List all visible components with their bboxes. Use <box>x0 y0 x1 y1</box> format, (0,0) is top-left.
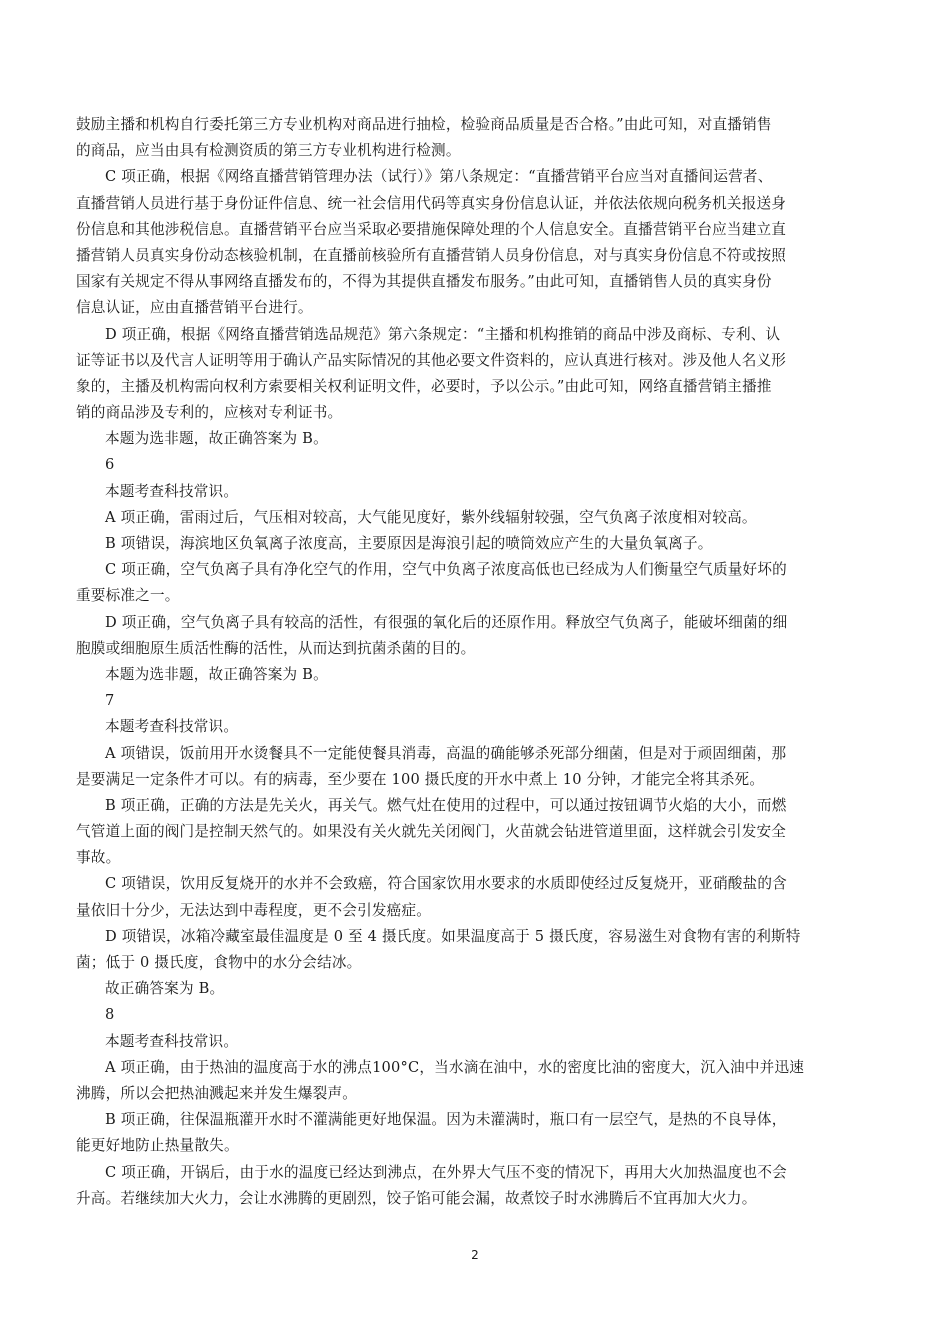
text-line: 份信息和其他涉税信息。直播营销平台应当采取必要措施保障处理的个人信息安全。直播营销平台应当建立直 <box>76 220 787 238</box>
text-line: 的商品，应当由具有检测资质的第三方专业机构进行检测。 <box>76 142 461 160</box>
text-line: 菌；低于 0 摄氏度，食物中的水分会结冰。 <box>76 954 362 971</box>
page-number: 2 <box>471 1248 479 1262</box>
text-line: A 项错误，饭前用开水烫餐具不一定能使餐具消毒，高温的确能够杀死部分细菌，但是对于顽固细菌，那 <box>105 744 787 762</box>
text-line: 信息认证，应由直播营销平台进行。 <box>76 299 313 317</box>
text-line: 本题考查科技常识。 <box>105 718 239 736</box>
text-line: 量依旧十分少，无法达到中毒程度，更不会引发癌症。 <box>76 901 432 919</box>
text-line: 鼓励主播和机构自行委托第三方专业机构对商品进行抽检，检验商品质量是否合格。”由此可知，对直播销售 <box>76 116 772 133</box>
text-line: A 项正确，雷雨过后，气压相对较高，大气能见度好，紫外线辐射较强，空气负离子浓度相对较高。 <box>105 508 757 526</box>
text-line: B 项正确，正确的方法是先关火，再关气。燃气灶在使用的过程中，可以通过按钮调节火焰的大小，而燃 <box>105 796 787 814</box>
text-line: 本题为选非题，故正确答案为 B。 <box>105 665 328 683</box>
text-line: 7 <box>105 692 115 710</box>
text-line: 播营销人员真实身份动态核验机制，在直播前核验所有直播营销人员身份信息，对与真实身份信息不符或按照 <box>76 246 787 264</box>
text-line: D 项正确，根据《网络直播营销选品规范》第六条规定：“主播和机构推销的商品中涉及商标、专利、认 <box>105 325 781 343</box>
text-line: 8 <box>105 1006 115 1024</box>
text-line: 本题考查科技常识。 <box>105 482 239 500</box>
text-line: C 项正确，空气负离子具有净化空气的作用，空气中负离子浓度高低也已经成为人们衡量空气质量好坏的 <box>105 561 787 579</box>
text-line: B 项正确，往保温瓶灌开水时不灌满能更好地保温。因为未灌满时，瓶口有一层空气，是热的不良导体， <box>105 1111 787 1129</box>
text-line: 销的商品涉及专利的，应核对专利证书。 <box>76 404 343 422</box>
text-line: 沸腾，所以会把热油溅起来并发生爆裂声。 <box>76 1084 358 1102</box>
text-line: D 项正确，空气负离子具有较高的活性，有很强的氧化后的还原作用。释放空气负离子，能破坏细菌的细 <box>105 613 788 631</box>
text-line: 本题考查科技常识。 <box>105 1032 239 1050</box>
text-line: 重要标准之一。 <box>76 587 180 605</box>
text-line: 国家有关规定不得从事网络直播发布的，不得为其提供直播发布服务。”由此可知，直播销售人员的真实身份 <box>76 273 772 291</box>
text-line: D 项错误，冰箱冷藏室最佳温度是 0 至 4 摄氏度。如果温度高于 5 摄氏度，容易滋生对食物有害的利斯特 <box>105 927 801 945</box>
text-line: 本题为选非题，故正确答案为 B。 <box>105 430 328 448</box>
text-line: C 项正确，开锅后，由于水的温度已经达到沸点，在外界大气压不变的情况下，再用大火加热温度也不会 <box>105 1163 787 1181</box>
text-line: 证等证书以及代言人证明等用于确认产品实际情况的其他必要文件资料的，应认真进行核对。涉及他人名义形 <box>76 351 787 369</box>
text-line: 能更好地防止热量散失。 <box>76 1137 239 1155</box>
text-line: 胞膜或细胞原生质活性酶的活性，从而达到抗菌杀菌的目的。 <box>76 639 476 657</box>
text-line: 6 <box>105 456 115 474</box>
text-line: 升高。若继续加大火力，会让水沸腾的更剧烈，饺子馅可能会漏，故煮饺子时水沸腾后不宜再加大火力。 <box>76 1189 757 1207</box>
text-line: 事故。 <box>76 849 121 867</box>
text-line: 直播营销人员进行基于身份证件信息、统一社会信用代码等真实身份信息认证，并依法依规向税务机关报送身 <box>76 194 787 212</box>
document-body <box>76 112 876 1212</box>
text-line: C 项错误，饮用反复烧开的水并不会致癌，符合国家饮用水要求的水质即使经过反复烧开，亚硝酸盐的含 <box>105 875 787 893</box>
text-line: 故正确答案为 B。 <box>105 980 225 998</box>
text-line: B 项错误，海滨地区负氧离子浓度高，主要原因是海浪引起的喷筒效应产生的大量负氧离子。 <box>105 535 713 552</box>
text-line: 气管道上面的阀门是控制天然气的。如果没有关火就先关闭阀门，火苗就会钻进管道里面，这样就会引发安全 <box>76 823 787 841</box>
text-line: C 项正确，根据《网络直播营销管理办法（试行）》第八条规定：“直播营销平台应当对直播间运营者、 <box>105 168 773 186</box>
text-line: 是要满足一定条件才可以。有的病毒，至少要在 100 摄氏度的开水中煮上 10 分钟，才能完全将其杀死。 <box>76 770 765 788</box>
text-line: 象的，主播及机构需向权利方索要相关权利证明文件，必要时，予以公示。”由此可知，网络直播营销主播推 <box>76 377 772 395</box>
text-line: A 项正确，由于热油的温度高于水的沸点100°C，当水滴在油中，水的密度比油的密度大，沉入油中并迅速 <box>105 1058 805 1076</box>
